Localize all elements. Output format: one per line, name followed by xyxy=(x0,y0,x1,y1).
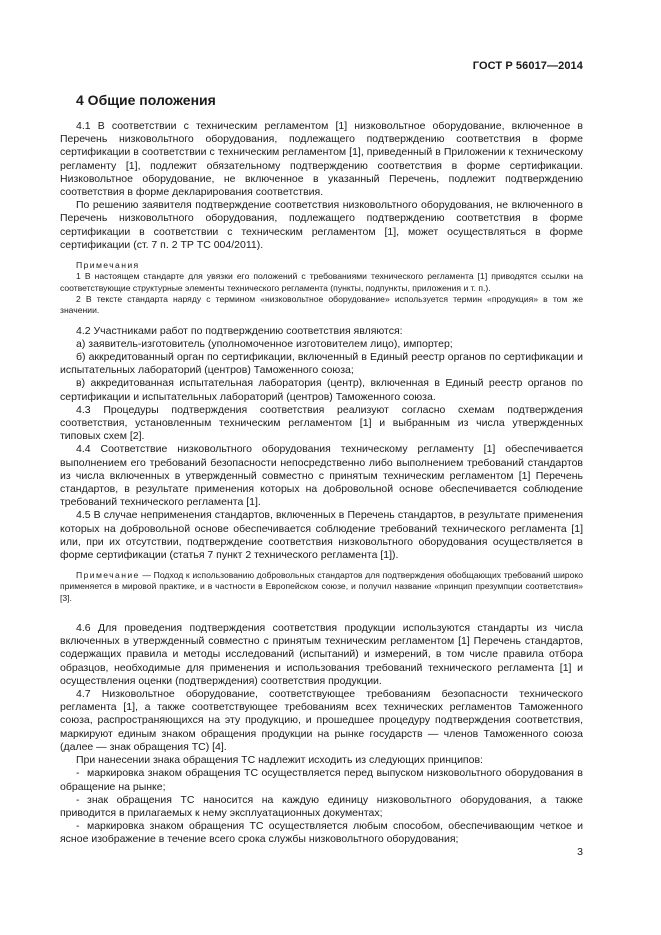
dash-marker: - xyxy=(76,820,80,833)
page-number: 3 xyxy=(577,846,583,858)
principles-list xyxy=(60,767,583,846)
note-2: 2 В тексте стандарта наряду с термином «низковольтное оборудование» используется термин «продукция» в том же значении. xyxy=(60,293,583,316)
clause-4-5: 4.5 В случае неприменения стандартов, включенных в Перечень стандартов, в результате применения которых на добровольной основе обеспечивается соблюдение требований технического регламента [1] или, при их отсутствии, подтверждение соответствия низковольтного оборудования осуществляется в форме сертификации (статья 7 пункт 2 технического регламента [1]). xyxy=(60,509,583,561)
clause-4-1-continuation: По решению заявителя подтверждение соответствия низковольтного оборудования, не включенного в Перечень низковольтного оборудования, подлежащего подтверждению соответствия в форме сертификации в соответствии с техническим регламентом [1], может осуществляться в форме сертификации (ст. 7 п. 2 ТР ТС 004/2011). xyxy=(60,199,583,251)
page-body xyxy=(60,92,583,847)
clause-4-2-item-b: б) аккредитованный орган по сертификации, включенный в Единый реестр органов по сертификации и испытательных лабораторий (центров) Таможенного союза; xyxy=(60,350,583,377)
note-text: — Подход к использованию добровольных стандартов для подтверждения обобщающих требований широко применяется в мировой практике, и в частности в Европейском союзе, и получил название «принцип презумпции соответствия» [3]. xyxy=(60,570,583,603)
clause-4-6: 4.6 Для проведения подтверждения соответствия продукции используются стандарты из числа включенных в утвержденный совместно с принятым техническим регламентом [1] Перечень стандартов, содержащих правила и методы исследований (испытаний) и измерений, в том числе правила отбора образцов, необходимые для применения и использования требований технического регламента [1] и осуществления оценки (подтверждения) соответствия продукции. xyxy=(60,622,583,687)
list-item-text: маркировка знаком обращения ТС осуществляется перед выпуском низковольтного оборудования в обращение на рынке; xyxy=(60,767,583,793)
note-2-paragraph xyxy=(60,570,583,604)
clause-4-1: 4.1 В соответствии с техническим регламентом [1] низковольтное оборудование, включенное в Перечень низковольтного оборудования, подлежащего подтверждению соответствия в форме сертификации в соответствии с техническим регламентом [1], приведенный в Приложении к техническому регламенту [1], подлежит обязательному подтверждению соответствия в форме сертификации. Низковольтное оборудование, не включенное в указанный Перечень, подлежит подтверждению соответствия в форме декларирования соответствия. xyxy=(60,120,583,199)
list-item xyxy=(60,794,583,820)
note-block-2 xyxy=(60,570,583,604)
list-item xyxy=(60,767,583,793)
section-title: 4 Общие положения xyxy=(76,92,216,108)
clause-4-2-item-a: а) заявитель-изготовитель (уполномоченное изготовителем лицо), импортер; xyxy=(76,337,453,350)
note-1: 1 В настоящем стандарте для увязки его положений с требованиями технического регламента [1] приводятся ссылки на соответствующие структурные элементы технического регламента (пункты, подпункты, приложения и т. п.). xyxy=(60,271,583,293)
list-item-text: маркировка знаком обращения ТС осуществляется любым способом, обеспечивающим четкое и ясное изображение в течение всего срока службы низковольтного оборудования; xyxy=(60,820,583,846)
notes-heading: Примечания xyxy=(76,260,140,271)
clause-4-2-item-c: в) аккредитованная испытательная лаборатория (центр), включенная в Единый реестр органов по сертификации и испытательных лабораторий (центров) Таможенного союза. xyxy=(60,377,583,403)
list-item-text: знак обращения ТС наносится на каждую единицу низковольтного оборудования, а также приводится в прилагаемых к нему эксплуатационных документах; xyxy=(60,793,583,819)
standard-code: ГОСТ Р 56017—2014 xyxy=(472,60,583,72)
dash-marker: - xyxy=(76,767,80,780)
notes-block xyxy=(60,260,583,316)
clause-4-2: 4.2 Участниками работ по подтверждению соответствия являются: xyxy=(76,324,403,337)
note-heading: Примечание xyxy=(76,570,140,581)
dash-marker: - xyxy=(76,793,80,806)
list-item xyxy=(60,820,583,846)
clause-4-7-continuation: При нанесении знака обращения ТС надлежит исходить из следующих принципов: xyxy=(76,754,483,767)
clause-4-7: 4.7 Низковольтное оборудование, соответствующее требованиям безопасности технического регламента [1], а также соответствующее требованиям всех технических регламентов Таможенного союза, распространяющихся на эту продукцию, и прошедшее процедуру подтверждения соответствия, маркируют единым знаком обращения продукции на рынке государств — членов Таможенного союза (далее — знак обращения ТС) [4]. xyxy=(60,688,583,753)
clause-4-3: 4.3 Процедуры подтверждения соответствия реализуют согласно схемам подтверждения соответствия, установленным техническим регламентом [1] и выбранным из числа утвержденных типовых схем [2]. xyxy=(60,403,583,443)
clause-4-4: 4.4 Соответствие низковольтного оборудования техническому регламенту [1] обеспечивается выполнением его требований безопасности непосредственно либо выполнением требований стандартов из числа включенных в утвержденный совместно с принятым техническим регламентом [1] Перечень стандартов, в результате применения которых на добровольной основе обеспечивается соблюдение требований технического регламента [1]. xyxy=(60,443,583,509)
